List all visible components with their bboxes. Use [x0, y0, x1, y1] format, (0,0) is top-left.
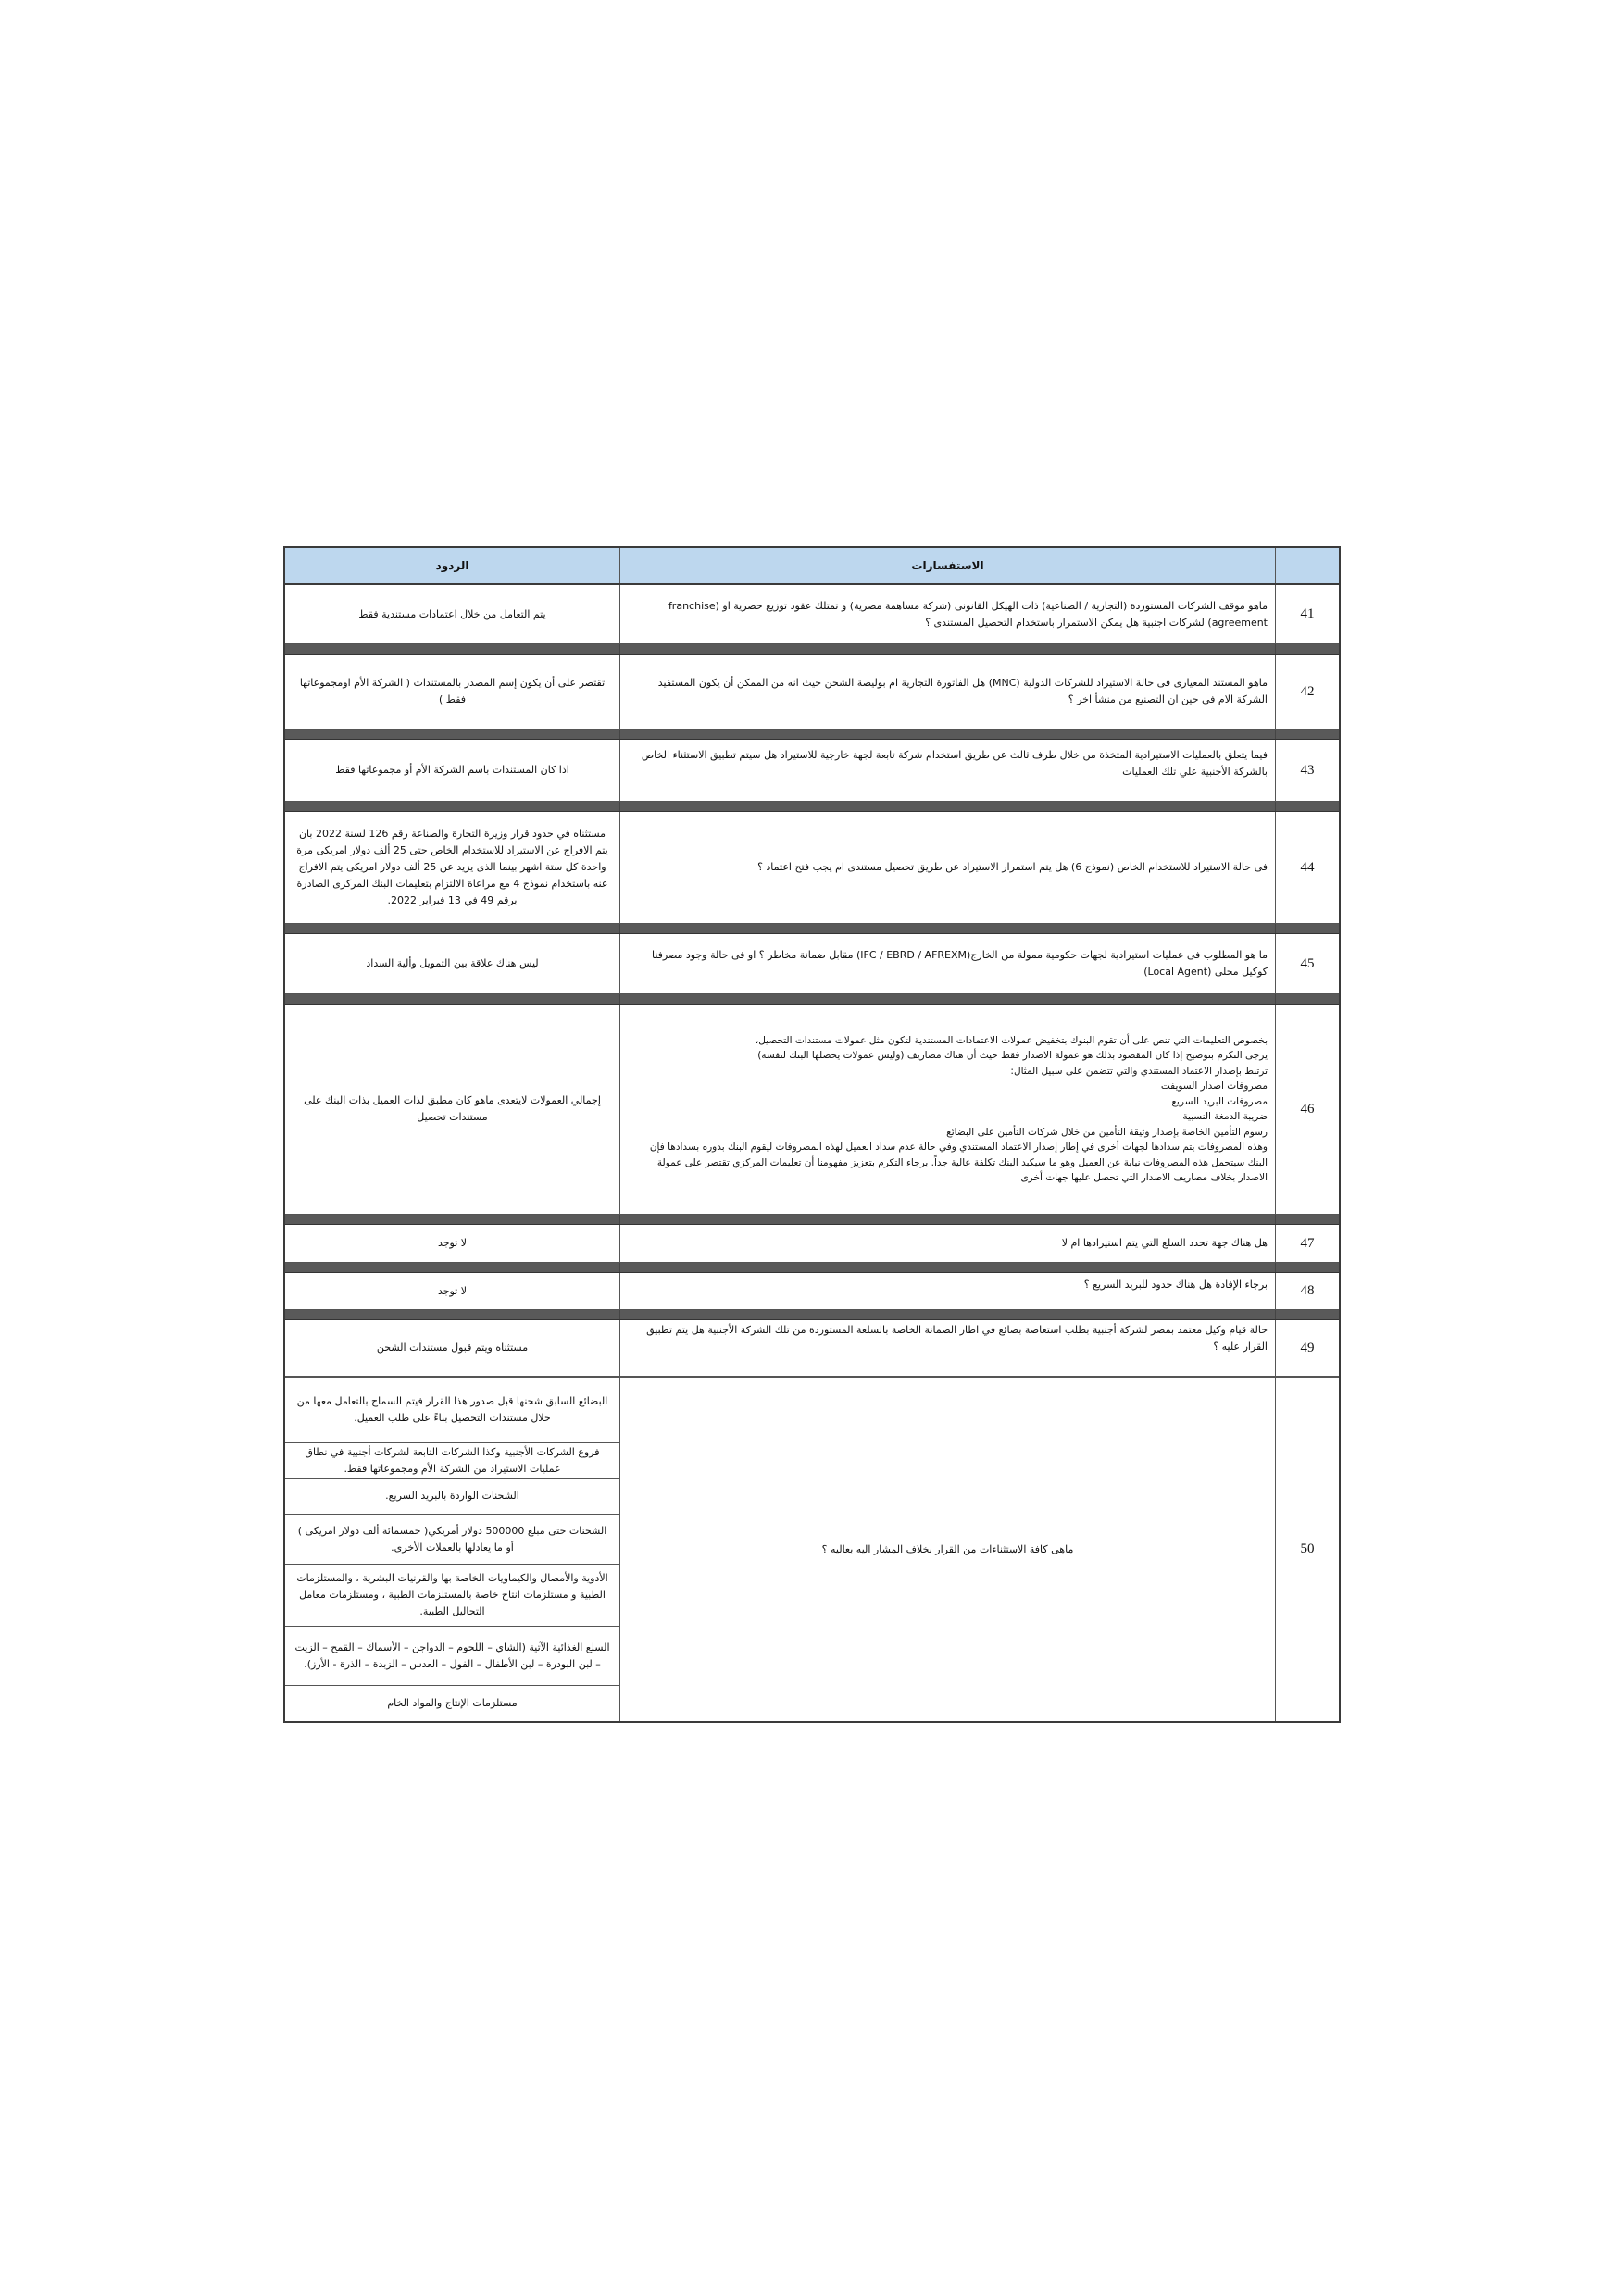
faq-table [283, 546, 1341, 1723]
question-line: بخصوص التعليمات التي تنص على أن تقوم البنوك بتخفيض عمولات الاعتمادات المستندية لتكون مثل عمولات مستندات التحصيل، [755, 1034, 1268, 1046]
row-separator [285, 1263, 1339, 1273]
question-cell: حالة قيام وكيل معتمد بمصر لشركة أجنبية بطلب استعاضة بضائع في اطار الضمانة الخاصة بالسلعة المستوردة من تلك الشركة الأجنبية هل يتم تطبيق القرار عليه ؟ [620, 1320, 1276, 1376]
table-row [285, 934, 1339, 994]
row-separator [285, 924, 1339, 934]
answer-item: الشحنات حتى مبلغ 500000 دولار أمريكي( خمسمائة ألف دولار امريكى ) أو ما يعادلها بالعملات الأخرى. [285, 1515, 619, 1565]
table-row [285, 1377, 1339, 1721]
question-cell: ماهى كافة الاستثناءات من القرار بخلاف المشار اليه بعاليه ؟ [620, 1378, 1276, 1721]
answer-cell: مستثناه ويتم قبول مستندات الشحن [285, 1320, 620, 1376]
answer-cell: اذا كان المستندات باسم الشركة الأم أو مجموعاتها فقط [285, 740, 620, 801]
answer-item: الأدوية والأمصال والكيماويات الخاصة بها والقرنيات البشرية ، والمستلزمات الطبية و مستلزمات انتاج خاصة بالمستلزمات الطبية ، ومستلزمات معامل التحاليل الطبية. [285, 1565, 619, 1627]
row-number: 41 [1300, 606, 1315, 621]
header-answers: الردود [285, 548, 620, 583]
question-cell: ما هو المطلوب فى عمليات استيرادية لجهات حكومية ممولة من الخارج(IFC / EBRD / AFREXM) مقابل ضمانة مخاطر ؟ او فى حالة وجود مصرفنا كوكيل محلى (Local Agent) [620, 934, 1276, 993]
table-row [285, 1320, 1339, 1377]
answer-cell: يتم التعامل من خلال اعتمادات مستندية فقط [285, 585, 620, 643]
question-cell: ماهو موقف الشركات المستوردة (التجارية / الصناعية) ذات الهيكل القانونى (شركة مساهمة مصرية) و تمتلك عقود توزيع حصرية او (franchise agreement) لشركات اجنبية هل يمكن الاستمرار باستخدام التحصيل المستندى ؟ [620, 585, 1276, 643]
row-number: 49 [1300, 1340, 1315, 1355]
question-cell: هل هناك جهة تحدد السلع التي يتم استيرادها ام لا [620, 1225, 1276, 1262]
table-row [285, 585, 1339, 644]
answer-list [285, 1378, 620, 1721]
table-row [285, 740, 1339, 802]
row-number: 42 [1300, 683, 1315, 699]
row-number: 46 [1300, 1101, 1315, 1117]
question-line: ضريبة الدمغة النسبية [1182, 1111, 1268, 1122]
answer-cell: ليس هناك علاقة بين التمويل وألية السداد [285, 934, 620, 993]
row-separator [285, 1215, 1339, 1225]
question-cell: فى حالة الاستيراد للاستخدام الخاص (نموذج 6) هل يتم استمرار الاستيراد عن طريق تحصيل مستندى ام يجب فتح اعتماد ؟ [620, 812, 1276, 923]
row-separator [285, 802, 1339, 812]
table-row [285, 1225, 1339, 1263]
row-number: 50 [1300, 1541, 1315, 1556]
question-line: مصروفات اصدار السويفت [1160, 1080, 1268, 1092]
answer-cell: لا توجد [285, 1273, 620, 1309]
row-separator [285, 644, 1339, 655]
answer-cell: لا توجد [285, 1225, 620, 1262]
question-line: يرجى التكرم بتوضيح إذا كان المقصود بذلك هو عمولة الاصدار فقط حيث أن هناك مصاريف (وليس عمولات يحصلها البنك لنفسه) [757, 1050, 1268, 1061]
answer-item: فروع الشركات الأجنبية وكذا الشركات التابعة لشركات أجنبية في نطاق عمليات الاستيراد من الشركة الأم ومجموعاتها فقط. [285, 1443, 619, 1479]
answer-item: البضائع السابق شحنها قبل صدور هذا القرار فيتم السماح بالتعامل معها من خلال مستندات التحصيل بناءً على طلب العميل. [285, 1378, 619, 1443]
answer-cell: مستثناه في حدود قرار وزيرة التجارة والصناعة رقم 126 لسنة 2022 بان يتم الافراج عن الاستيراد للاستخدام الخاص حتى 25 ألف دولار امريكى مرة واحدة كل ستة اشهر بينما الذى يزيد عن 25 ألف دولار امريكى يتم الافراج عنه باستخدام نموذج 4 مع مراعاة الالتزام بتعليمات البنك المركزى الصادرة برقم 49 في 13 فبراير 2022. [285, 812, 620, 923]
row-number: 45 [1300, 955, 1315, 971]
table-row [285, 1004, 1339, 1215]
question-line: مصروفات البريد السريع [1171, 1095, 1268, 1107]
answer-cell: تقتصر على أن يكون إسم المصدر بالمستندات ( الشركة الأم اومجموعاتها فقط ) [285, 655, 620, 729]
answer-item: الشحنات الواردة بالبريد السريع. [285, 1479, 619, 1515]
question-line: ترتبط بإصدار الاعتماد المستندي والتي تتضمن على سبيل المثال: [1010, 1065, 1268, 1077]
question-cell: فيما يتعلق بالعمليات الاستيرادية المتخذة من خلال طرف ثالث عن طريق استخدام شركة تابعة لجهة خارجية للاستيراد هل سيتم تطبيق الاستثناء الخاص بالشركة الأجنبية علي تلك العمليات [620, 740, 1276, 801]
question-cell: برجاء الإفادة هل هناك حدود للبريد السريع ؟ [620, 1273, 1276, 1309]
table-row [285, 1273, 1339, 1310]
question-line: رسوم التأمين الخاصة بإصدار وثيقة التأمين من خلال شركات التأمين على البضائع [946, 1126, 1268, 1138]
row-separator [285, 1310, 1339, 1320]
header-number [1276, 548, 1339, 583]
row-separator [285, 994, 1339, 1004]
row-number: 47 [1300, 1235, 1315, 1251]
row-number: 43 [1300, 762, 1315, 778]
question-cell: ماهو المستند المعيارى فى حالة الاستيراد للشركات الدولية (MNC) هل الفاتورة التجارية ام بوليصة الشحن حيث انه من الممكن أن يكون المستفيد الشركة الام في حين ان التصنيع من منشأ اخر ؟ [620, 655, 1276, 729]
question-cell [620, 1004, 1276, 1214]
header-questions: الاستفسارات [620, 548, 1276, 583]
row-number: 44 [1300, 859, 1315, 875]
table-header [285, 548, 1339, 585]
answer-item: مستلزمات الإنتاج والمواد الخام [387, 1696, 518, 1709]
answer-item: السلع الغذائية الآتية (الشاي – اللحوم – الدواجن – الأسماك – القمح – الزيت – لبن البودرة – لبن الأطفال – الفول – العدس – الزبدة – الذرة - الأرز). [285, 1627, 619, 1686]
table-row [285, 655, 1339, 730]
row-separator [285, 730, 1339, 740]
row-number: 48 [1300, 1283, 1315, 1298]
answer-cell: إجمالي العمولات لايتعدى ماهو كان مطبق لذات العميل بذات البنك على مستندات تحصيل [285, 1004, 620, 1214]
table-row [285, 812, 1339, 924]
question-line: وهذه المصروفات يتم سدادها لجهات أخرى في إطار إصدار الاعتماد المستندي وفي حالة عدم سداد العميل لهذه المصروفات ليقوم البنك بدوره بسدادها فإن البنك سيتحمل هذه المصروفات نيابة عن العميل وهو ما سيكبد البنك تكلفة عالية جداً. برجاء التكرم بتعزيز مفهومنا أن تعليمات المركزي تقتصر على عمولة الاصدار بخلاف مصاريف الاصدار التي تحصل عليها جهات أخرى [649, 1142, 1268, 1183]
